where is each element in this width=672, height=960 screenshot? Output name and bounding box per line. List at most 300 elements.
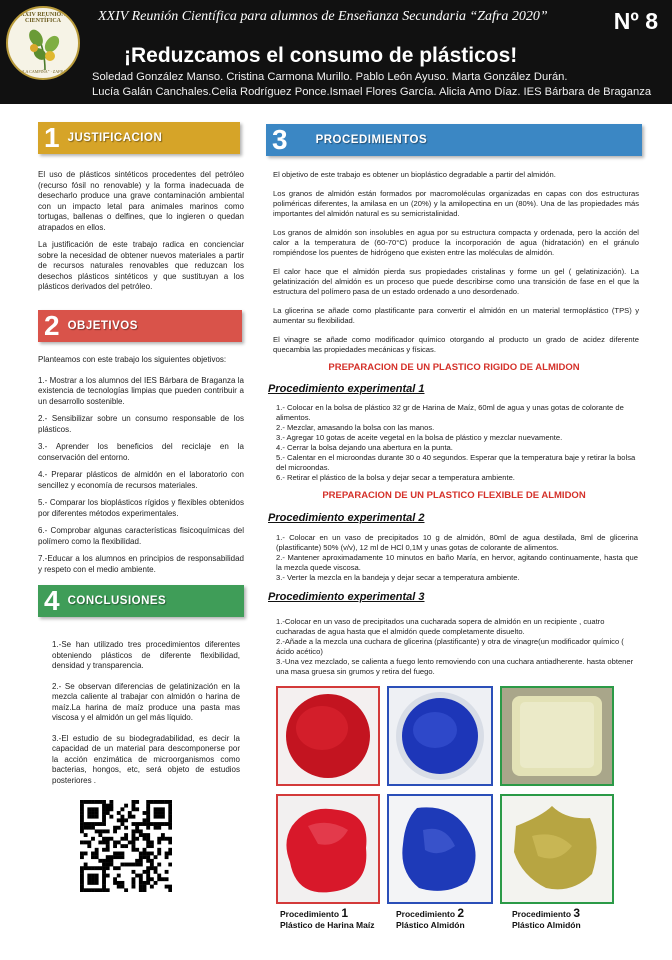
qr-module [168,840,172,844]
qr-module [109,804,113,808]
qr-module [84,800,88,804]
qr-module [117,818,121,822]
qr-module [98,833,102,837]
qr-module [87,877,91,881]
qr-module [150,866,154,870]
qr-module [146,807,150,811]
qr-module [124,844,128,848]
qr-module [124,863,128,867]
qr-module [80,822,84,826]
qr-module [113,877,117,881]
qr-module [84,888,88,892]
qr-module [95,848,99,852]
qr-module [150,800,154,804]
qr-module [165,800,169,804]
qr-module [154,826,158,830]
qr-module [113,826,117,830]
qr-module [117,840,121,844]
qr-module [80,829,84,833]
procedimientos-intro [273,170,639,362]
qr-module [146,833,150,837]
qr-module [102,866,106,870]
qr-module [165,877,169,881]
qr-module [128,811,132,815]
qr-module [157,800,161,804]
qr-module [124,818,128,822]
qr-module [157,826,161,830]
section-conclusiones-header [38,585,244,617]
qr-module [98,822,102,826]
qr-module [117,826,121,830]
qr-module [154,800,158,804]
qr-module [109,863,113,867]
qr-module [120,818,124,822]
step: 3.- Agregar 10 gotas de aceite vegetal en la bolsa de plástico y mezclar nuevamente. [276,433,563,442]
yellow-plastic-piece-image [502,796,612,902]
paragraph: El calor hace que el almidón pierda sus propiedades cristalinas y forme un gel ( gelatinización). La gelatinización del almidón es un proceso que puede describirse como una transición de fase en el que la estructura del polímero pasa de un estado ordenado a uno desordenado. [273,267,639,296]
qr-module [102,885,106,889]
poster-number: Nº 8 [613,8,658,34]
qr-module [157,877,161,881]
qr-module [98,800,102,804]
qr-module [168,837,172,841]
qr-module [80,866,84,870]
qr-module [146,877,150,881]
qr-module [80,885,84,889]
qr-module [84,833,88,837]
qr-module [120,881,124,885]
qr-module [139,863,143,867]
step: 2.- Mezclar, amasando la bolsa con las manos. [276,423,435,432]
qr-module [87,807,91,811]
qr-module [168,888,172,892]
qr-module [120,822,124,826]
qr-module [132,833,136,837]
qr-module [132,848,136,852]
qr-module [135,874,139,878]
qr-module [102,800,106,804]
qr-module [91,826,95,830]
qr-module [168,826,172,830]
qr-module [80,804,84,808]
section-label: OBJETIVOS [67,320,138,332]
conclusiones-text [52,640,240,793]
qr-module [87,844,91,848]
qr-module [95,852,99,856]
qr-module [87,888,91,892]
qr-module [161,822,165,826]
qr-module [87,826,91,830]
qr-module [139,859,143,863]
qr-module [143,811,147,815]
proc3-steps [276,617,638,677]
qr-module [113,844,117,848]
section-number: 3 [272,124,288,155]
qr-module [106,837,110,841]
qr-module [128,863,132,867]
qr-module [139,829,143,833]
qr-module [154,807,158,811]
qr-module [139,874,143,878]
qr-module [128,815,132,819]
qr-module [109,807,113,811]
qr-module [150,877,154,881]
qr-module [132,837,136,841]
paragraph: La glicerina se añade como plastificante para convertir el almidón en un material termoplástico (TPS) y aumentar su flexibilidad. [273,306,639,325]
qr-module [102,818,106,822]
qr-module [139,822,143,826]
qr-module [117,874,121,878]
qr-module [150,859,154,863]
qr-module [161,800,165,804]
step: 1.- Colocar en la bolsa de plástico 32 gr de Harina de Maíz, 60ml de agua y unas gotas de colorante de alimentos. [276,403,624,422]
qr-module [161,807,165,811]
qr-module [109,837,113,841]
section-label: PROCEDIMIENTOS [315,134,428,146]
qr-module [117,881,121,885]
qr-module [95,829,99,833]
qr-module [124,826,128,830]
qr-module [91,888,95,892]
section-number: 2 [44,310,60,341]
qr-module [154,855,158,859]
poster-header [0,0,672,104]
list-item: 5.- Comparar los bioplásticos rígidos y flexibles obtenidos por diferentes métodos experimentales. [38,498,244,518]
qr-module [98,888,102,892]
qr-module [139,888,143,892]
section-number: 1 [44,122,60,153]
logo-top-text: XXIV REUNIÓN CIENTÍFICA [20,12,66,24]
qr-module [135,848,139,852]
caption-subtitle: Plástico Almidón [512,920,581,930]
qr-module [154,866,158,870]
qr-module [80,800,84,804]
qr-module [168,807,172,811]
qr-module [102,822,106,826]
qr-module [146,837,150,841]
qr-module [91,866,95,870]
qr-module [132,863,136,867]
qr-module [165,855,169,859]
qr-module [102,888,106,892]
qr-module [143,822,147,826]
rigid-plastic-heading: PREPARACION DE UN PLASTICO RIGIDO DE ALMIDON [328,362,580,373]
qr-module [106,888,110,892]
qr-module [154,815,158,819]
flexible-plastic-heading: PREPARACION DE UN PLASTICO FLEXIBLE DE ALMIDON [322,490,586,501]
list-item: 1.-Se han utilizado tres procedimientos diferentes obteniendo plásticos de diferente flexibilidad, densidad y transparencia. [52,640,240,670]
qr-module [84,866,88,870]
qr-module [165,885,169,889]
qr-module [146,811,150,815]
justificacion-text [38,170,244,300]
qr-module [135,863,139,867]
qr-module [150,863,154,867]
qr-module [168,852,172,856]
qr-module [91,800,95,804]
qr-module [87,874,91,878]
qr-module [161,877,165,881]
qr-module [84,863,88,867]
qr-module [84,840,88,844]
qr-module [95,800,99,804]
photo-proc3-result [500,794,614,904]
qr-module [109,800,113,804]
qr-module [102,829,106,833]
qr-module [135,800,139,804]
section-label: JUSTIFICACION [67,132,163,144]
qr-module [117,811,121,815]
objetivos-text [38,355,244,582]
qr-module [102,848,106,852]
qr-module [168,818,172,822]
qr-module [80,811,84,815]
qr-module [91,815,95,819]
caption-proc3 [512,908,622,931]
qr-module [87,866,91,870]
qr-module [117,852,121,856]
qr-module [168,822,172,826]
caption-number: 1 [341,906,349,920]
step: 1.-Colocar en un vaso de precipitados una cucharada sopera de almidón en un recipiente , cuatro cucharadas de agua hasta que el almidón quede completamente disuelto. [276,617,605,636]
qr-module [161,811,165,815]
qr-module [146,852,150,856]
red-plastic-disc-image [278,688,378,784]
qr-module [165,852,169,856]
qr-module [154,822,158,826]
qr-module [113,852,117,856]
list-item: 7.-Educar a los alumnos en principios de responsabilidad y respeto con el medio ambiente. [38,554,244,574]
list-item: 3.- Aprender los beneficios del reciclaje en la conservación del entorno. [38,442,244,462]
qr-module [139,855,143,859]
qr-module [98,866,102,870]
red-plastic-piece-image [278,796,378,902]
qr-module [139,877,143,881]
qr-module [132,885,136,889]
caption-title-row [280,908,390,920]
qr-module [80,826,84,830]
caption-title-row [396,908,500,920]
qr-module [146,874,150,878]
qr-module [165,837,169,841]
paragraph: Los granos de almidón están formados por macromoléculas organizadas en capas con dos estructuras poliméricas diferentes, la amilasa en un (20%) y la amilopectina en un (80%). Una de las propiedades más importantes del almidón natural es su semicristalinidad. [273,189,639,218]
qr-module [132,844,136,848]
qr-module [98,840,102,844]
qr-module [154,870,158,874]
qr-module [157,874,161,878]
qr-module [139,833,143,837]
photo-proc2-dish [387,686,493,786]
photo-proc2-result [387,794,493,904]
qr-module [132,804,136,808]
qr-module [132,829,136,833]
qr-module [106,863,110,867]
qr-module [87,815,91,819]
qr-module [106,848,110,852]
qr-module [143,837,147,841]
qr-module [80,852,84,856]
qr-module [80,815,84,819]
qr-module [113,840,117,844]
qr-module [113,855,117,859]
qr-module [95,888,99,892]
qr-module [132,877,136,881]
qr-code[interactable] [80,800,172,892]
qr-module [106,874,110,878]
authors [92,70,668,100]
proc1-title: Procedimiento experimental 1 [268,383,425,395]
qr-module [146,818,150,822]
qr-module [124,837,128,841]
qr-module [95,811,99,815]
qr-module [157,840,161,844]
qr-module [154,881,158,885]
step: 3.-Una vez mezclado, se calienta a fuego lento removiendo con una cuchara antiadherente. hasta obtener una masa gruesa sin grumos y retira del fuego. [276,657,634,676]
qr-module [91,874,95,878]
caption-proc1 [280,908,390,931]
section-label: CONCLUSIONES [67,595,167,607]
qr-module [146,881,150,885]
photo-proc3-dish [500,686,614,786]
qr-module [157,822,161,826]
photo-proc1-result [276,794,380,904]
qr-module [139,852,143,856]
step: 3.- Verter la mezcla en la bandeja y dejar secar a temperatura ambiente. [276,573,520,582]
qr-module [132,840,136,844]
qr-module [109,815,113,819]
qr-module [146,840,150,844]
paragraph: La justificación de este trabajo radica en concienciar sobre la necesidad de obtener nuevos materiales a partir de recursos naturales renovables que reduzcan los desechos plásticos sintéticos y que sustituyan a los plásticos derivados del petróleo. [38,240,244,291]
qr-module [102,863,106,867]
qr-module [95,874,99,878]
caption-subtitle: Plástico Almidón [396,920,465,930]
qr-module [135,822,139,826]
blue-plastic-disc-image [389,688,491,784]
qr-module [135,829,139,833]
logo-bottom-text: I.E.S. “LA CAMPIÑA” · ZAFRA 2020 [11,69,75,74]
qr-module [143,833,147,837]
step: 5.- Calentar en el microondas durante 30 o 40 segundos. Esperar que la temperatura baje y retirar la bolsa del microondas. [276,453,636,472]
qr-module [102,811,106,815]
list-item: 2.- Se observan diferencias de gelatinización en la mezcla caliente al trabajar con almidón o harina de maíz.La harina de maíz produce una pasta mas viscosa y el almidón un gel más líquido. [52,681,240,722]
qr-module [102,804,106,808]
qr-module [80,874,84,878]
qr-module [168,885,172,889]
qr-module [139,885,143,889]
qr-module [143,818,147,822]
qr-module [139,881,143,885]
qr-module [95,877,99,881]
qr-module [161,815,165,819]
qr-module [124,888,128,892]
qr-module [150,885,154,889]
qr-module [150,852,154,856]
qr-module [91,811,95,815]
objetivos-intro: Planteamos con este trabajo los siguientes objetivos: [38,355,227,364]
qr-module [168,804,172,808]
qr-module [120,815,124,819]
qr-module [95,807,99,811]
qr-module [102,874,106,878]
qr-module [87,822,91,826]
qr-module [143,848,147,852]
step: 6.- Retirar el plástico de la bolsa y dejar secar a temperatura ambiente. [276,473,515,482]
qr-module [146,866,150,870]
caption-title: Procedimiento [396,909,456,919]
qr-module [120,852,124,856]
qr-module [80,807,84,811]
caption-subtitle: Plástico de Harina Maíz [280,920,375,930]
qr-module [168,800,172,804]
qr-module [165,822,169,826]
list-item: 4.- Preparar plásticos de almidón en el laboratorio con sencillez y economía de recursos materiales. [38,470,244,490]
qr-module [95,815,99,819]
photo-proc1-dish [276,686,380,786]
qr-module [84,852,88,856]
section-number: 4 [44,585,60,616]
qr-module [98,859,102,863]
step: 2.- Mantener aproximadamente 10 minutos en baño María, en hervor, agitando continuamente, hasta que la mezcla quede viscosa. [276,553,638,572]
qr-module [91,822,95,826]
qr-module [113,881,117,885]
qr-module [106,855,110,859]
qr-module [117,866,121,870]
qr-module [91,807,95,811]
section-objetivos-header [38,310,242,342]
qr-module [143,855,147,859]
qr-module [80,881,84,885]
caption-title: Procedimiento [280,909,340,919]
poster-title: ¡Reduzcamos el consumo de plásticos! [124,44,518,67]
qr-module [87,800,91,804]
qr-module [168,811,172,815]
qr-module [132,815,136,819]
qr-module [143,888,147,892]
step: 2.-Añade a la mezcla una cuchara de glicerina (plastificante) y otra de vinagre(un modificador químico ( ácido acético) [276,637,624,656]
list-item: 2.- Sensibilizar sobre un consumo responsable de los plásticos. [38,414,244,434]
list-item: 1.- Mostrar a los alumnos del IES Bárbara de Braganza la existencia de tecnologías limpias que pueden contribuir a un desarrollo sostenible. [38,375,244,406]
congress-title: XXIV Reunión Científica para alumnos de Enseñanza Secundaria “Zafra 2020” [98,9,548,24]
section-justificacion-header [38,122,240,154]
authors-line-2: Lucía Galán Canchales.Celia Rodríguez Ponce.Ismael Flores García. Alicia Amo Díaz. IES Bárbara de Braganza [92,86,652,98]
qr-module [120,855,124,859]
paragraph: El objetivo de este trabajo es obtener un bioplástico degradable a partir del almidón. [273,170,556,179]
qr-module [143,885,147,889]
qr-module [120,837,124,841]
blue-plastic-piece-image [389,796,491,902]
yellow-plastic-square-image [502,688,612,784]
qr-module [132,800,136,804]
qr-module [165,870,169,874]
qr-module [120,885,124,889]
qr-module [146,822,150,826]
qr-module [120,807,124,811]
qr-module [98,829,102,833]
qr-module [146,815,150,819]
qr-module [95,881,99,885]
proc1-steps [276,403,638,483]
qr-module [102,815,106,819]
qr-module [150,822,154,826]
qr-module [124,804,128,808]
qr-module [146,870,150,874]
qr-module [102,870,106,874]
qr-module [113,829,117,833]
qr-module [157,811,161,815]
qr-module [135,807,139,811]
qr-module [106,866,110,870]
qr-module [106,804,110,808]
